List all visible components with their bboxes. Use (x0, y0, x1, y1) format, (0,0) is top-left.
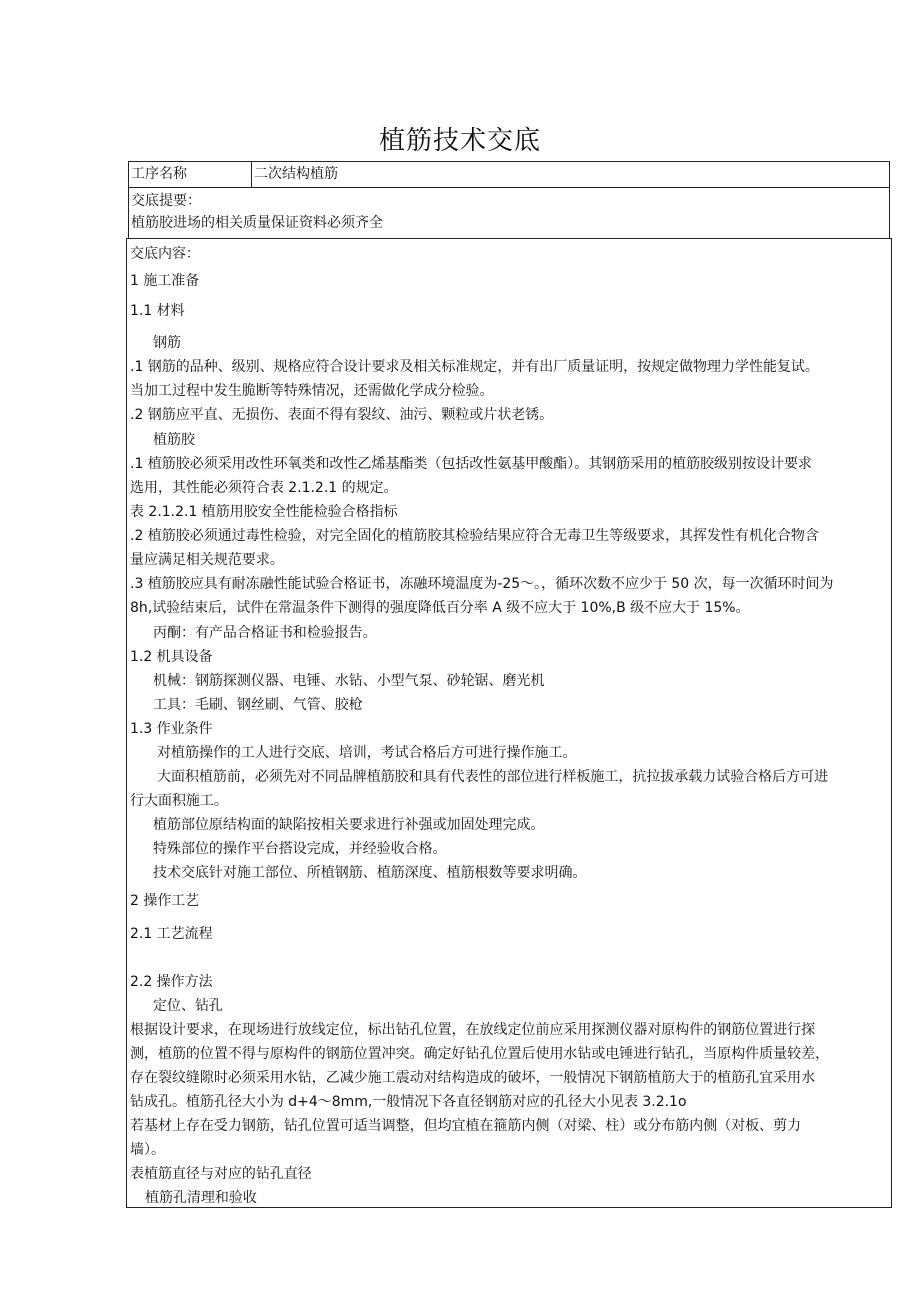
section-heading: 1.2 机具设备 (130, 649, 213, 665)
text-line: 当加工过程中发生脆断等特殊情况，还需做化学成分检验。 (130, 383, 494, 399)
section-heading: 2.2 操作方法 (130, 974, 213, 990)
text-line: 技术交底针对施工部位、所植钢筋、植筋深度、植筋根数等要求明确。 (153, 865, 587, 881)
text-line: 行大面积施工。 (130, 793, 228, 809)
text-line: 存在裂纹缝隙时必须采用水钻，乙减少施工震动对结构造成的破坏，一般情况下钢筋植筋大于的植筋孔宜采用水 (130, 1070, 816, 1086)
process-label: 工序名称 (129, 162, 252, 187)
content-label: 交底内容： (130, 246, 200, 262)
subheading: 植筋胶 (153, 432, 195, 448)
summary-row (128, 187, 890, 239)
section-heading: 2 操作工艺 (130, 893, 200, 909)
table-caption: 表植筋直径与对应的钻孔直径 (130, 1166, 312, 1182)
text-line: 8h,试验结束后，试件在常温条件下测得的强度降低百分率 A 级不应大于 10%,B 级不应大于 15%。 (130, 600, 750, 616)
summary-label: 交底提要： (131, 193, 201, 209)
section-heading: 1.1 材料 (130, 303, 185, 319)
table-caption: 表 2.1.2.1 植筋用胶安全性能检验合格指标 (130, 504, 398, 520)
text-line: .2 钢筋应平直、无损伤、表面不得有裂纹、油污、颗粒或片状老锈。 (130, 407, 554, 423)
text-line: 墙）。 (130, 1142, 165, 1158)
content-box (126, 238, 892, 1208)
text-line: 植筋部位原结构面的缺陷按相关要求进行补强或加固处理完成。 (153, 817, 545, 833)
summary-text: 植筋胶进场的相关质量保证资料必须齐全 (131, 215, 383, 231)
subheading: 定位、钻孔 (153, 998, 223, 1014)
text-line: .2 植筋胶必须通过毒性检验，对完全固化的植筋胶其检验结果应符合无毒卫生等级要求，其挥发性有机化合物含 (130, 528, 819, 544)
section-heading: 1 施工准备 (130, 273, 200, 289)
section-heading: 2.1 工艺流程 (130, 926, 213, 942)
process-value: 二次结构植筋 (254, 166, 338, 182)
section-heading: 1.3 作业条件 (130, 721, 213, 737)
process-row (128, 161, 890, 188)
page-title: 植筋技术交底 (378, 126, 541, 156)
subheading: 钢筋 (153, 335, 181, 351)
text-line: 测，植筋的位置不得与原构件的钢筋位置冲突。确定好钻孔位置后使用水钻或电锤进行钻孔，当原构件质量较差， (130, 1046, 830, 1062)
text-line: .1 植筋胶必须采用改性环氧类和改性乙烯基酯类（包括改性氨基甲酸酯）。其钢筋采用的植筋胶级别按设计要求 (130, 456, 812, 472)
text-line: 工具：毛刷、钢丝刷、气管、胶枪 (153, 697, 363, 713)
text-line: 选用，其性能必须符合表 2.1.2.1 的规定。 (130, 480, 398, 496)
subheading: 植筋孔清理和验收 (145, 1190, 257, 1206)
text-line: 根据设计要求，在现场进行放线定位，标出钻孔位置，在放线定位前应采用探测仪器对原构件的钢筋位置进行探 (130, 1022, 816, 1038)
text-line: .3 植筋胶应具有耐冻融性能试验合格证书，冻融环境温度为-25～。，循环次数不应少于 50 次，每一次循环时间为 (130, 576, 834, 592)
text-line: 特殊部位的操作平台搭设完成，并经验收合格。 (153, 841, 447, 857)
text-line: 钻成孔。植筋孔径大小为 d+4～8mm,一般情况下各直径钢筋对应的孔径大小见表 3.2.1o (130, 1094, 687, 1110)
text-line: 丙酮：有产品合格证书和检验报告。 (153, 625, 377, 641)
text-line: .1 钢筋的品种、级别、规格应符合设计要求及相关标准规定，并有出厂质量证明，按规定做物理力学性能复试。 (130, 359, 819, 375)
text-line: 若基材上存在受力钢筋，钻孔位置可适当调整，但均宜植在箍筋内侧（对梁、柱）或分布筋内侧（对板、剪力 (130, 1118, 802, 1134)
text-line: 大面积植筋前，必须先对不同品牌植筋胶和具有代表性的部位进行样板施工，抗拉拔承载力试验合格后方可进 (157, 769, 829, 785)
text-line: 对植筋操作的工人进行交底、培训，考试合格后方可进行操作施工。 (157, 745, 577, 761)
text-line: 机械：钢筋探测仪器、电锤、水钻、小型气泵、砂轮锯、磨光机 (153, 673, 545, 689)
text-line: 量应满足相关规范要求。 (130, 552, 284, 568)
